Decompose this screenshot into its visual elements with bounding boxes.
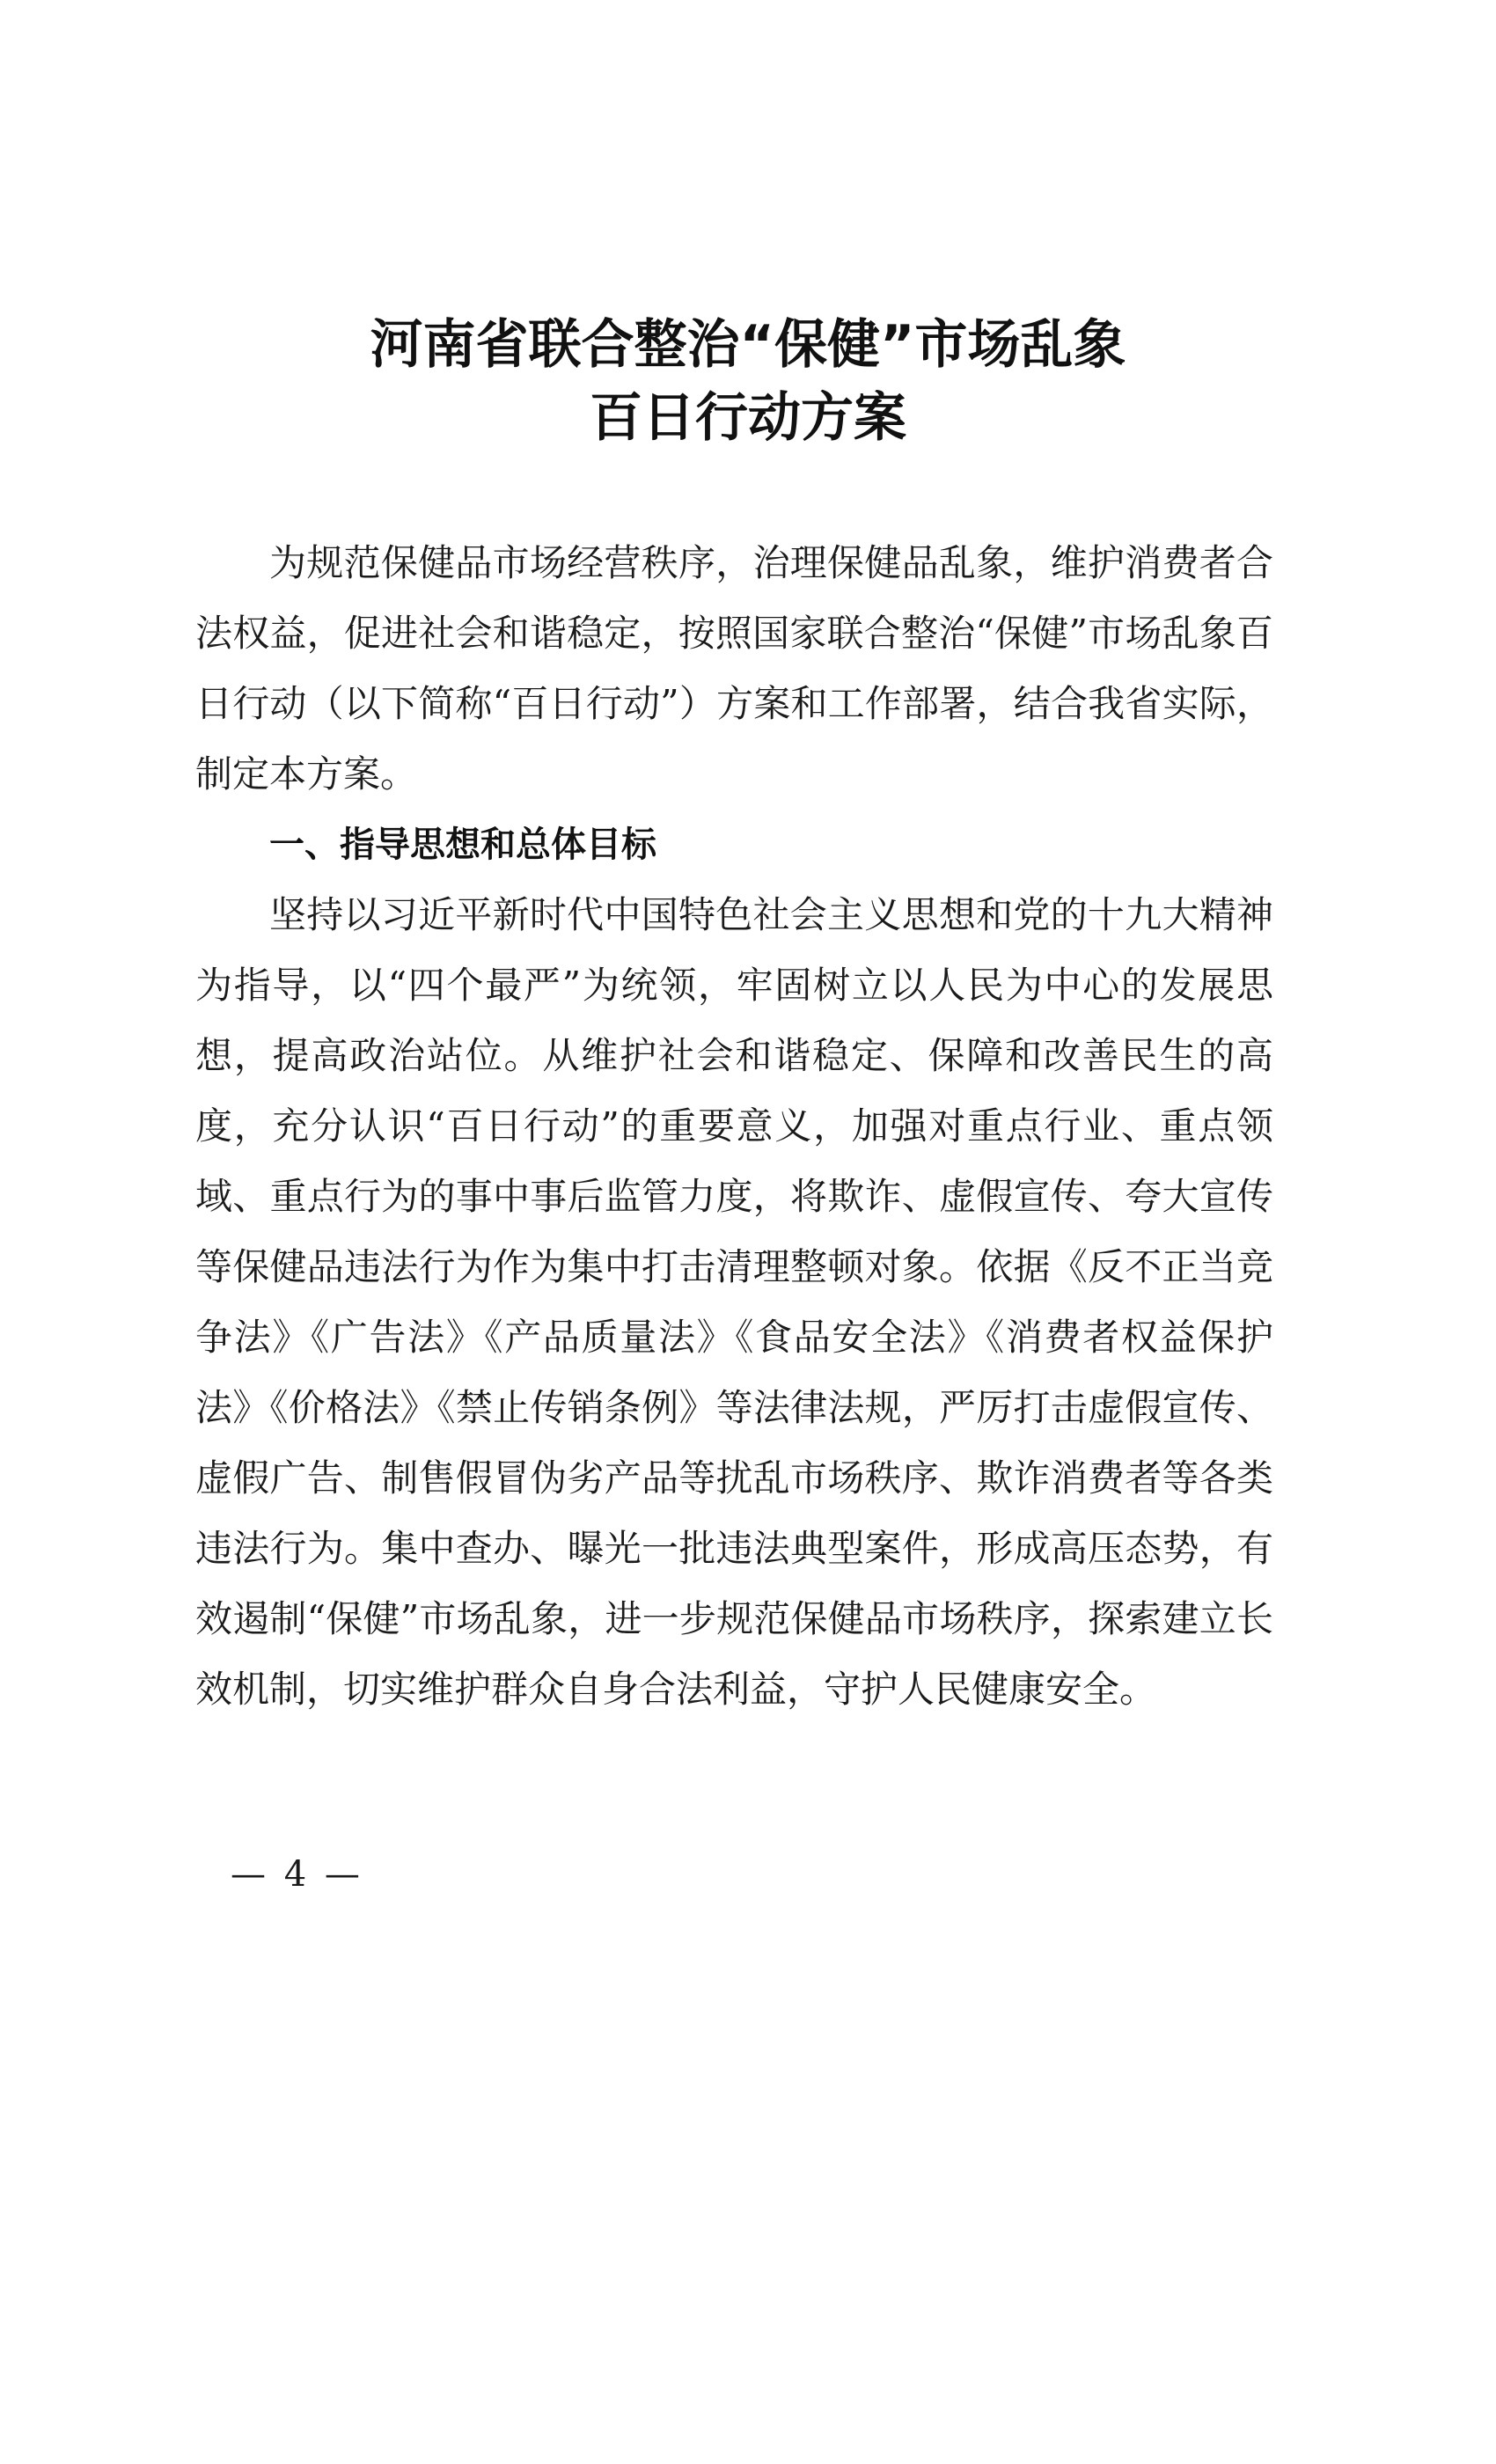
document-title-line-1: 河南省联合整治“保健”市场乱象 [370,314,1126,376]
section-heading-guiding-ideology: 一、指导思想和总体目标 [269,825,656,865]
intro-paragraph: 为规范保健品市场经营秩序，治理保健品乱象，维护消费者合法权益，促进社会和谐稳定，按照国家联合整治“保健”市场乱象百日行动（以下简称“百日行动”）方案和工作部署，结合我省实际，制定本方案。 [195,541,1273,796]
document-title-line-2: 百日行动方案 [590,387,906,449]
guiding-ideology-paragraph: 坚持以习近平新时代中国特色社会主义思想和党的十九大精神为指导，以“四个最严”为统领，牢固树立以人民为中心的发展思想，提高政治站位。从维护社会和谐稳定、保障和改善民生的高度，充分认识“百日行动”的重要意义，加强对重点行业、重点领域、重点行为的事中事后监管力度，将欺诈、虚假宣传、夸大宣传等保健品违法行为作为集中打击清理整顿对象。依据《反不正当竞争法》《广告法》《产品质量法》《食品安全法》《消费者权益保护法》《价格法》《禁止传销条例》等法律法规，严厉打击虚假宣传、虚假广告、制售假冒伪劣产品等扰乱市场秩序、欺诈消费者等各类违法行为。集中查办、曝光一批违法典型案件，形成高压态势，有效遏制“保健”市场乱象，进一步规范保健品市场秩序，探索建立长效机制，切实维护群众自身合法利益，守护人民健康安全。 [195,893,1273,1711]
page-number: — 4 — [231,1854,363,1895]
